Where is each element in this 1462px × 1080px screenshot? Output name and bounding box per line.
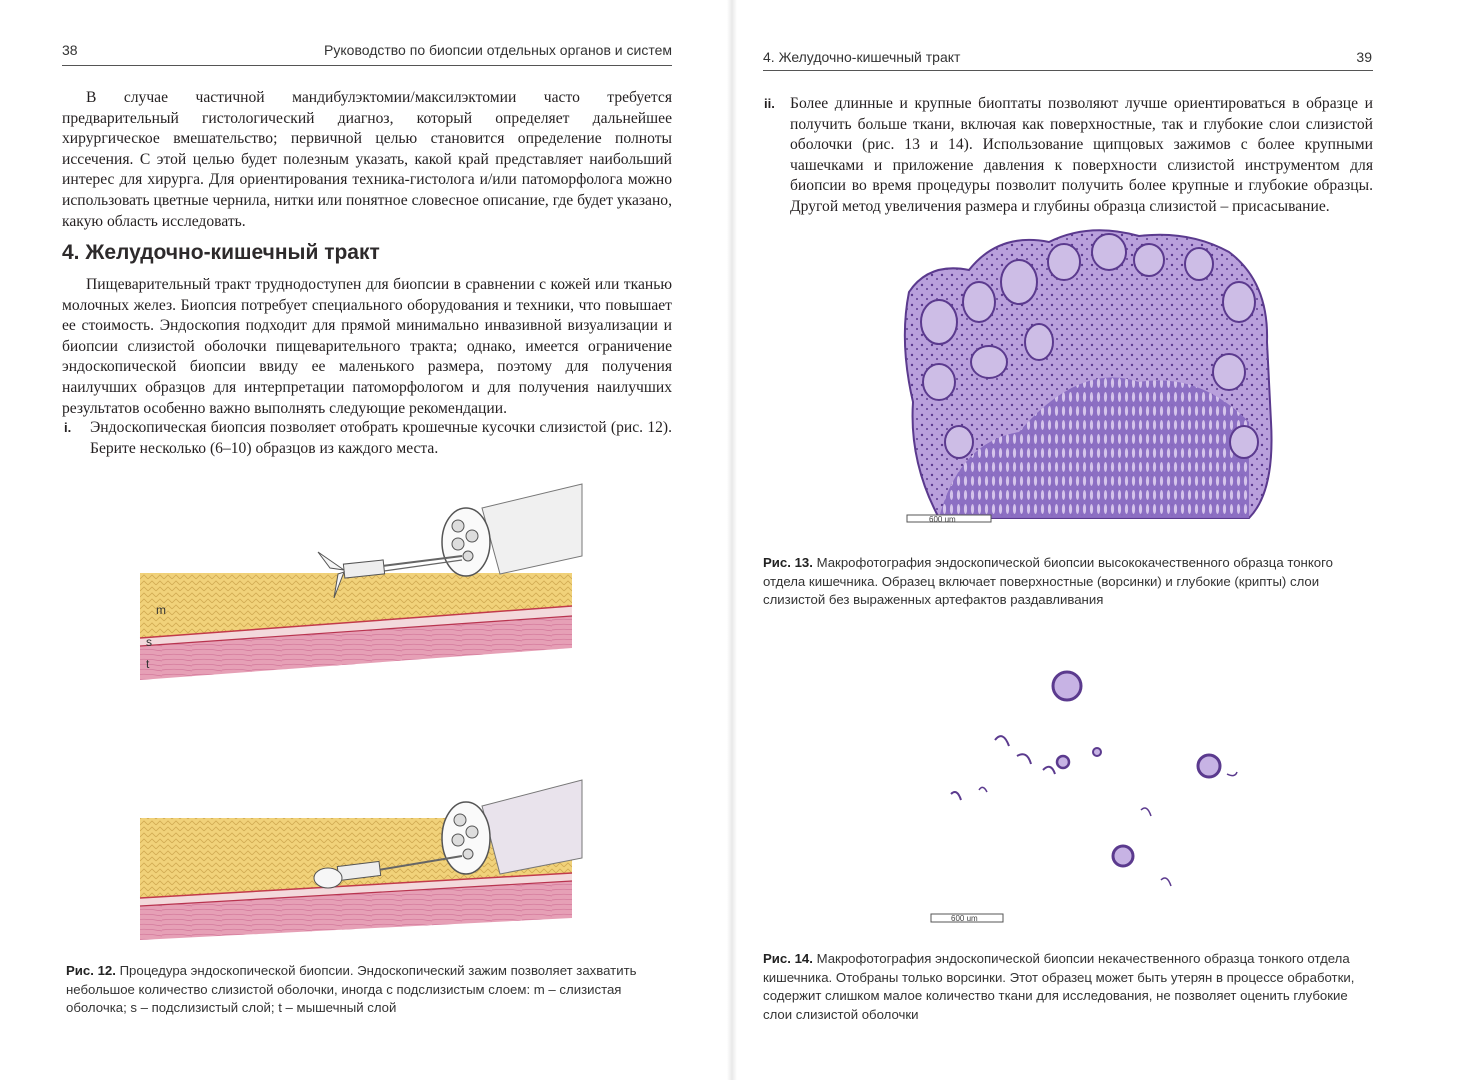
figure-14-caption-text: Макрофотография эндоскопической биопсии некачественного образца тонкого отдела кишечника. Отобраны только ворсинки. Этот образец может быть утерян в процессе обработки, содержит слишком малое количество ткани для исследования, не позволяет оценить глубокие слои слизистой оболочки (763, 951, 1355, 1022)
scattered-villi-fragments (951, 672, 1237, 886)
right-page (731, 0, 1462, 1080)
endoscope-tube-lower (482, 780, 582, 874)
forceps-closed-cup (314, 868, 342, 888)
figure-13-caption (763, 554, 1375, 610)
forceps-cup-top (318, 552, 344, 570)
endoscope-tip-upper (442, 508, 490, 576)
left-running-head: Руководство по биопсии отдельных органов и систем (324, 42, 672, 58)
label-t: t (146, 657, 150, 671)
figure-12-lower-panel (140, 780, 582, 940)
list-marker-i: i. (64, 420, 72, 435)
label-s: s (146, 635, 152, 649)
right-running-head: 4. Желудочно-кишечный тракт (763, 49, 961, 65)
figure-13-caption-label: Рис. 13. (763, 555, 813, 570)
section-paragraph: Пищеварительный тракт труднодоступен для биопсии в сравнении с кожей или тканью молочных желез. Биопсия потребует специального оборудования и техники, что повышает ее стоимость. Эндоскопия подходит для прямой минимально инвазивной визуализации и биопсии слизистой оболочки пищеварительного тракта; однако, имеется ограничение эндоскопической биопсии ввиду ее маленького размера, поэтому для получения наилучших образцов для интерпретации патоморфологом и для получения наилучших результатов особенно важно выполнять следующие рекомендации. (62, 276, 672, 417)
list-marker-ii: ii. (764, 96, 775, 111)
right-page-number: 39 (1356, 49, 1372, 65)
section-title: 4. Желудочно-кишечный тракт (62, 241, 380, 264)
left-page-number: 38 (62, 42, 78, 58)
list-item-i-text: Эндоскопическая биопсия позволяет отобрать крошечные кусочки слизистой (рис. 12). Берите несколько (6–10) образцов из каждого места. (90, 419, 672, 457)
figure-14-micrograph (891, 660, 1291, 930)
endoscope-tube-upper (482, 484, 582, 574)
figure-14-caption-label: Рис. 14. (763, 951, 813, 966)
left-header-rule (62, 65, 672, 66)
figure-13-caption-text: Макрофотография эндоскопической биопсии высококачественного образца тонкого отдела кишечника. Образец включает поверхностные (ворсинки) и глубокие (крипты) слои слизистой без выраженных артефактов раздавливания (763, 555, 1333, 607)
figure-12-caption (66, 962, 674, 1018)
right-header-rule (763, 70, 1373, 71)
figure-14-caption (763, 950, 1375, 1024)
figure-12-illustration (132, 478, 602, 948)
fig13-scale-label: 600 um (929, 515, 956, 524)
fig14-scale-label: 600 um (951, 914, 978, 923)
list-item-ii (764, 94, 1373, 218)
figure-12-caption-text: Процедура эндоскопической биопсии. Эндоскопический зажим позволяет захватить небольшое количество слизистой оболочки, иногда с подслизистым слоем: m – слизистая оболочка; s – подслизистый слой; t – мышечный слой (66, 963, 637, 1015)
figure-13-micrograph (899, 222, 1277, 532)
list-item-ii-text: Более длинные и крупные биоптаты позволяют лучше ориентироваться в образце и получить больше ткани, включая как поверхностные, так и глубокие слои слизистой оболочки (рис. 13 и 14). Использование щипцовых зажимов с более крупными чашечками и приложение давления к поверхности слизистой инструментом для биопсии во время процедуры позволит получить более крупные и глубокие образцы. Другой метод увеличения размера и глубины образца слизистой – присасывание. (790, 95, 1373, 215)
figure-12-caption-label: Рис. 12. (66, 963, 116, 978)
figure-12-upper-panel (140, 484, 582, 680)
intro-paragraph: В случае частичной мандибулэктомии/максилэктомии часто требуется предварительный гистологический диагноз, который определяет дальнейшее хирургическое вмешательство; первичной целью становится определение полноты иссечения. С этой целью будет полезным указать, какой край представляет наибольший интерес для хирурга. Для ориентирования техника-гистолога и/или патоморфолога можно использовать цветные чернила, нитки или понятное словесное описание, где будет указано, какую область исследовать. (62, 89, 672, 230)
list-item-i (64, 418, 672, 459)
endoscope-tip-lower (442, 802, 490, 874)
label-m: m (156, 603, 166, 617)
